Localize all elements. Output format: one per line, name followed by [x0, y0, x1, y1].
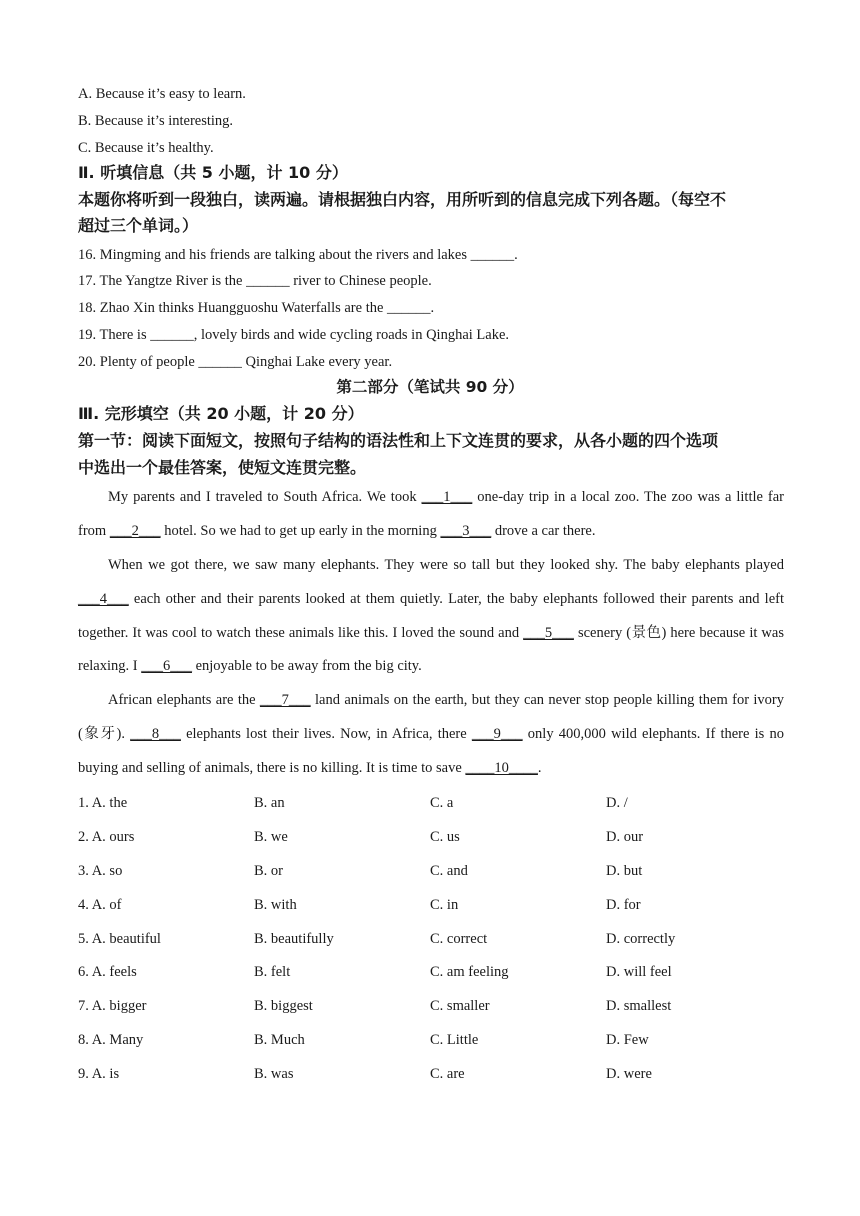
choice-option: D. /	[606, 795, 628, 811]
passage-text: drove a car there.	[491, 522, 596, 539]
passage-text: elephants lost their lives. Now, in Africa, there	[180, 725, 472, 742]
blank-10: ____10____	[465, 759, 538, 776]
blank-3: ___3___	[440, 522, 492, 539]
choice-option: B. was	[254, 1066, 294, 1082]
choice-option: B. or	[254, 863, 283, 879]
choice-option: C. am feeling	[430, 964, 509, 980]
passage-text: My parents and I traveled to South Africa. We took	[108, 489, 422, 505]
blank-1: ___1___	[421, 489, 473, 505]
choice-option: 8. A. Many	[78, 1032, 144, 1048]
choice-option: 7. A. bigger	[78, 998, 147, 1014]
choice-option: D. Few	[606, 1032, 649, 1048]
choice-option: 9. A. is	[78, 1066, 120, 1082]
choice-option: B. we	[254, 829, 288, 845]
choice-option: 6. A. feels	[78, 964, 137, 980]
choice-option: 5. A. beautiful	[78, 931, 161, 947]
blank-4: ___4___	[78, 590, 129, 607]
choice-row-4	[78, 895, 784, 915]
choice-row-2	[78, 827, 784, 847]
choice-option: B. with	[254, 897, 297, 913]
passage-text: When we got there, we saw many elephants. They were so tall but they looked shy. The baby elephants played	[108, 557, 784, 573]
question-16: 16. Mingming and his friends are talking about the rivers and lakes ______.	[78, 247, 518, 263]
question-18: 18. Zhao Xin thinks Huangguoshu Waterfalls are the ______.	[78, 300, 435, 316]
choice-row-9	[78, 1064, 784, 1084]
part2-title: 第二部分（笔试共 90 分）	[336, 378, 524, 396]
blank-7: ___7___	[259, 692, 311, 708]
choice-option: B. felt	[254, 964, 291, 980]
section2-instruction-line1: 本题你将听到一段独白，读两遍。请根据独白内容，用所听到的信息完成下列各题。（每空不	[78, 190, 727, 209]
section3-instruction-line2: 中选出一个最佳答案，使短文连贯完整。	[78, 458, 367, 477]
blank-9: ___9___	[471, 725, 523, 742]
section2-title: Ⅱ. 听填信息（共 5 小题，计 10 分）	[78, 163, 348, 182]
choice-option: C. us	[430, 829, 460, 845]
choice-option: D. will feel	[606, 964, 672, 980]
choice-option: 3. A. so	[78, 863, 123, 879]
choice-option: C. and	[430, 863, 468, 879]
choice-option: D. correctly	[606, 931, 676, 947]
choice-option: 1. A. the	[78, 795, 128, 811]
passage-text: .	[537, 759, 542, 776]
passage-text: each other and their parents looked at them quietly. Later, the baby elephants followed their parents and left together. It was cool to watch these animals like this. I loved the sound and	[78, 590, 784, 641]
choice-option: D. smallest	[606, 998, 672, 1014]
passage-paragraph-3	[78, 684, 784, 785]
choice-option: C. smaller	[430, 998, 490, 1014]
passage-text: land animals on the earth, but they can never stop people killing them for ivory (象牙).	[78, 692, 784, 742]
choice-option: C. a	[430, 795, 454, 811]
passage-text: one-day trip in a local zoo. The zoo was a little far from	[78, 489, 784, 539]
passage-text: scenery (景色) here because it was relaxing. I	[78, 624, 784, 675]
choice-option: 2. A. ours	[78, 829, 135, 845]
passage-text: only 400,000 wild elephants. If there is no buying and selling of animals, there is no killing. It is time to save	[78, 725, 784, 776]
choice-row-1	[78, 793, 784, 813]
blank-6: ___6___	[141, 658, 192, 675]
passage-text: hotel. So we had to get up early in the morning	[160, 522, 441, 539]
blank-5: ___5___	[523, 624, 574, 641]
choice-option: D. our	[606, 829, 644, 845]
choice-option: 4. A. of	[78, 897, 122, 913]
question-17: 17. The Yangtze River is the ______ river to Chinese people.	[78, 273, 432, 289]
blank-8: ___8___	[130, 725, 181, 742]
passage-paragraph-2	[78, 549, 784, 684]
choice-row-8	[78, 1030, 784, 1050]
choice-option: B. an	[254, 795, 285, 811]
section3-instruction-line1: 第一节：阅读下面短文，按照句子结构的语法性和上下文连贯的要求，从各小题的四个选项	[78, 431, 719, 450]
choice-row-3	[78, 861, 784, 881]
choice-option: D. for	[606, 897, 641, 913]
choice-option: C. correct	[430, 931, 488, 947]
choice-option: C. in	[430, 897, 459, 913]
choice-option: C. Little	[430, 1032, 479, 1048]
choice-row-7	[78, 996, 784, 1016]
choice-option: C. are	[430, 1066, 465, 1082]
choice-option: D. were	[606, 1066, 652, 1082]
choice-row-5	[78, 929, 784, 949]
section3-title: Ⅲ. 完形填空（共 20 小题，计 20 分）	[78, 404, 364, 423]
listening-option-b: B. Because it’s interesting.	[78, 113, 234, 129]
choice-option: B. beautifully	[254, 931, 334, 947]
blank-2: ___2___	[109, 522, 161, 539]
choice-option: B. biggest	[254, 998, 313, 1014]
passage-text: African elephants are the	[108, 692, 260, 708]
passage-paragraph-1	[78, 481, 784, 549]
choice-row-6	[78, 962, 784, 982]
section2-instruction-line2: 超过三个单词。）	[78, 216, 199, 235]
choice-option: D. but	[606, 863, 643, 879]
question-20: 20. Plenty of people ______ Qinghai Lake every year.	[78, 354, 393, 370]
question-19: 19. There is ______, lovely birds and wide cycling roads in Qinghai Lake.	[78, 327, 510, 343]
choice-option: B. Much	[254, 1032, 305, 1048]
passage-text: enjoyable to be away from the big city.	[191, 658, 422, 675]
listening-option-c: C. Because it’s healthy.	[78, 140, 214, 156]
listening-option-a: A. Because it’s easy to learn.	[78, 86, 246, 102]
